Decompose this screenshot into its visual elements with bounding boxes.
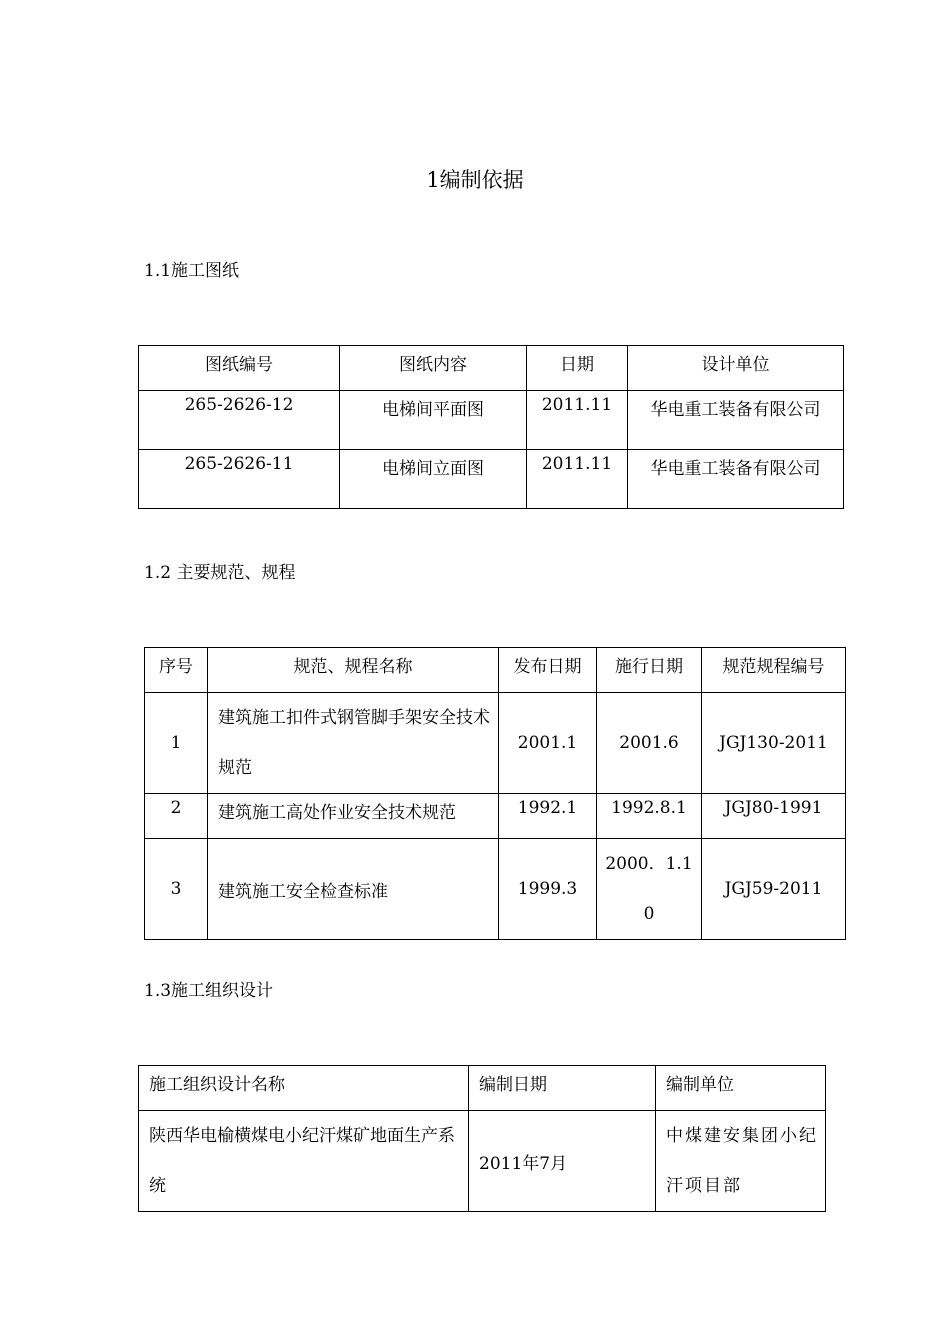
section-heading-drawings: 1.1施工图纸	[144, 261, 240, 281]
standards-table	[144, 647, 846, 940]
document-title: 1编制依据	[426, 168, 524, 192]
header-cell: 施行日期	[597, 648, 702, 693]
header-cell: 图纸编号	[139, 346, 340, 391]
table-cell: 华电重工装备有限公司	[628, 391, 844, 450]
table-header-row	[139, 346, 844, 391]
table-cell: 建筑施工安全检查标准	[208, 839, 499, 940]
header-cell: 图纸内容	[340, 346, 527, 391]
table-cell: 华电重工装备有限公司	[628, 450, 844, 509]
table-row	[139, 450, 844, 509]
table-row	[145, 693, 846, 794]
table-cell: 建筑施工高处作业安全技术规范	[208, 794, 499, 839]
table-row	[145, 794, 846, 839]
table-cell: 1999.3	[499, 839, 597, 940]
table-cell: 2001.6	[597, 693, 702, 794]
table-row	[145, 839, 846, 940]
header-cell: 规范、规程名称	[208, 648, 499, 693]
table-cell: 265-2626-11	[139, 450, 340, 509]
header-cell: 发布日期	[499, 648, 597, 693]
header-cell: 施工组织设计名称	[139, 1066, 469, 1111]
header-cell: 日期	[527, 346, 628, 391]
table-cell: 265-2626-12	[139, 391, 340, 450]
table-cell: 电梯间平面图	[340, 391, 527, 450]
table-cell: JGJ80-1991	[702, 794, 846, 839]
table-cell: 建筑施工扣件式钢管脚手架安全技术规范	[208, 693, 499, 794]
table-cell: 2011年7月	[469, 1111, 656, 1212]
header-cell: 编制单位	[656, 1066, 826, 1111]
table-cell: 2	[145, 794, 208, 839]
drawings-table	[138, 345, 844, 509]
section-heading-organization: 1.3施工组织设计	[144, 981, 274, 1001]
table-cell: 1992.1	[499, 794, 597, 839]
table-cell: JGJ130-2011	[702, 693, 846, 794]
table-cell: 中煤建安集团小纪汗项目部	[656, 1111, 826, 1212]
table-cell: 2001.1	[499, 693, 597, 794]
table-cell: 2000．1.10	[597, 839, 702, 940]
table-cell: 1992.8.1	[597, 794, 702, 839]
table-row	[139, 1111, 826, 1212]
table-header-row	[145, 648, 846, 693]
table-cell: 电梯间立面图	[340, 450, 527, 509]
header-cell: 设计单位	[628, 346, 844, 391]
table-cell: 3	[145, 839, 208, 940]
header-cell: 序号	[145, 648, 208, 693]
table-cell: JGJ59-2011	[702, 839, 846, 940]
organization-table	[138, 1065, 826, 1212]
table-cell: 2011.11	[527, 391, 628, 450]
header-cell: 编制日期	[469, 1066, 656, 1111]
table-header-row	[139, 1066, 826, 1111]
header-cell: 规范规程编号	[702, 648, 846, 693]
table-cell: 陕西华电榆横煤电小纪汗煤矿地面生产系统	[139, 1111, 469, 1212]
section-heading-standards: 1.2 主要规范、规程	[144, 563, 296, 583]
table-cell: 1	[145, 693, 208, 794]
table-cell: 2011.11	[527, 450, 628, 509]
table-row	[139, 391, 844, 450]
